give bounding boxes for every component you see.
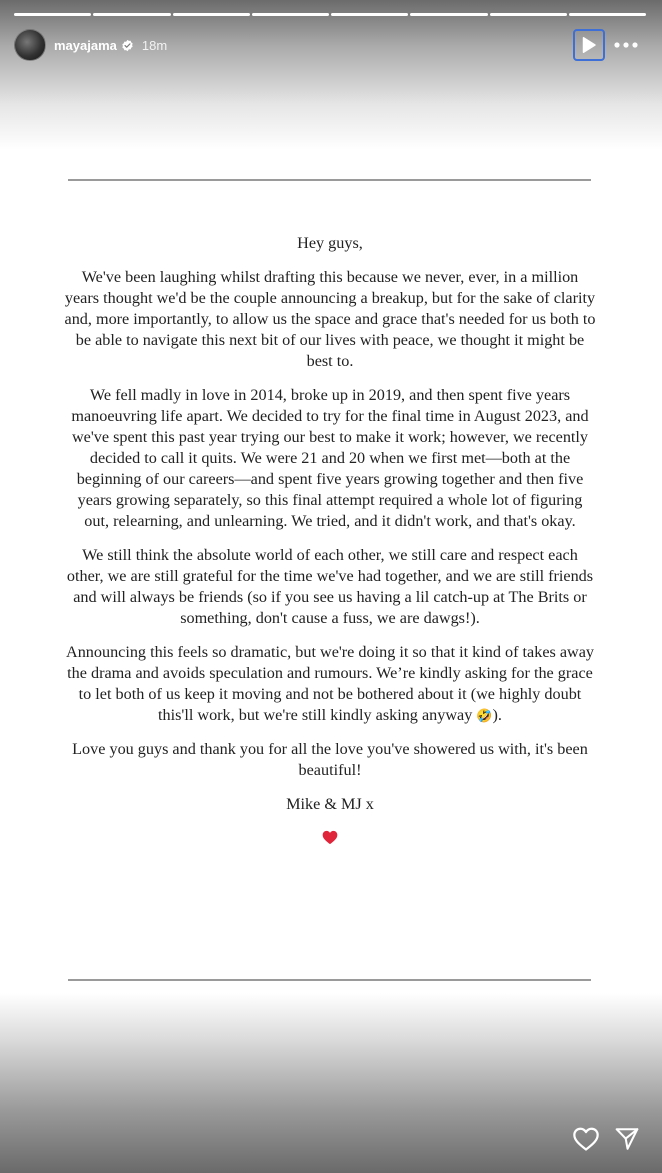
post-time: 18m xyxy=(141,37,168,53)
progress-segment xyxy=(14,13,91,16)
progress-segment xyxy=(93,13,170,16)
greeting: Hey guys, xyxy=(297,234,363,252)
progress-segment xyxy=(410,13,487,16)
story-progress-bar xyxy=(14,13,646,16)
story-header xyxy=(14,29,648,61)
paragraph: We fell madly in love in 2014, broke up in 2019, and then spent five years manoeuvring life apart. We decided to try for the final time in August 2023, and we've spent this past year trying our best to make it work; however, we recently decided to call it quits. We were 21 and 20 when we first met—both at the beginning of our careers—and spent five years growing together and then five years growing separately, so this final attempt required a whole lot of figuring out, relearning, and unlearning. We tried, and it didn't work, and that's okay. xyxy=(71,386,589,530)
story-footer-actions xyxy=(570,1126,642,1154)
paragraph-text-end: ). xyxy=(492,706,502,724)
share-button[interactable] xyxy=(614,1126,642,1154)
bottom-gradient-overlay xyxy=(0,993,662,1173)
progress-segment xyxy=(173,13,250,16)
top-gradient-overlay xyxy=(0,0,662,150)
paragraph xyxy=(64,642,596,726)
send-icon xyxy=(614,1126,640,1152)
progress-segment xyxy=(490,13,567,16)
paragraph-text: Announcing this feels so dramatic, but we're doing it so that it kind of takes away the drama and avoids speculation and rumours. We’re kindly asking for the grace to let both of us keep it moving and not be bothered about it (we highly doubt this'll work, but we're still kindly asking anyway xyxy=(66,643,594,724)
rofl-emoji-icon: 🤣 xyxy=(476,708,493,723)
breakup-statement xyxy=(64,233,596,864)
paragraph: Love you guys and thank you for all the love you've showered us with, it's been beautiful! xyxy=(72,740,588,779)
divider-top xyxy=(68,179,591,181)
divider-bottom xyxy=(68,979,591,981)
signoff: Mike & MJ x xyxy=(286,795,374,813)
verified-badge-icon xyxy=(121,39,134,52)
avatar[interactable] xyxy=(14,29,46,61)
progress-segment xyxy=(252,13,329,16)
more-options-button[interactable] xyxy=(614,35,638,55)
paragraph: We've been laughing whilst drafting this because we never, ever, in a million years thought we'd be the couple announcing a breakup, but for the sake of clarity and, more importantly, to allow us the space and grace that's needed for us both to be able to navigate this next bit of our lives with peace, we thought it might be best to. xyxy=(64,268,596,370)
username[interactable]: mayajama xyxy=(54,37,117,53)
play-icon xyxy=(581,36,597,54)
like-button[interactable] xyxy=(572,1126,600,1154)
more-dots-icon xyxy=(614,42,638,48)
play-button[interactable] xyxy=(573,29,605,61)
progress-segment xyxy=(331,13,408,16)
paragraph: We still think the absolute world of each other, we still care and respect each other, we are still grateful for the time we've had together, and we are still friends and will always be friends (so if you see us having a lil catch-up at The Brits or something, don't cause a fuss, we are dawgs!). xyxy=(66,546,594,627)
heart-outline-icon xyxy=(572,1126,600,1152)
heart-line xyxy=(64,828,596,851)
progress-segment xyxy=(569,13,646,16)
red-heart-emoji-icon xyxy=(322,830,338,845)
